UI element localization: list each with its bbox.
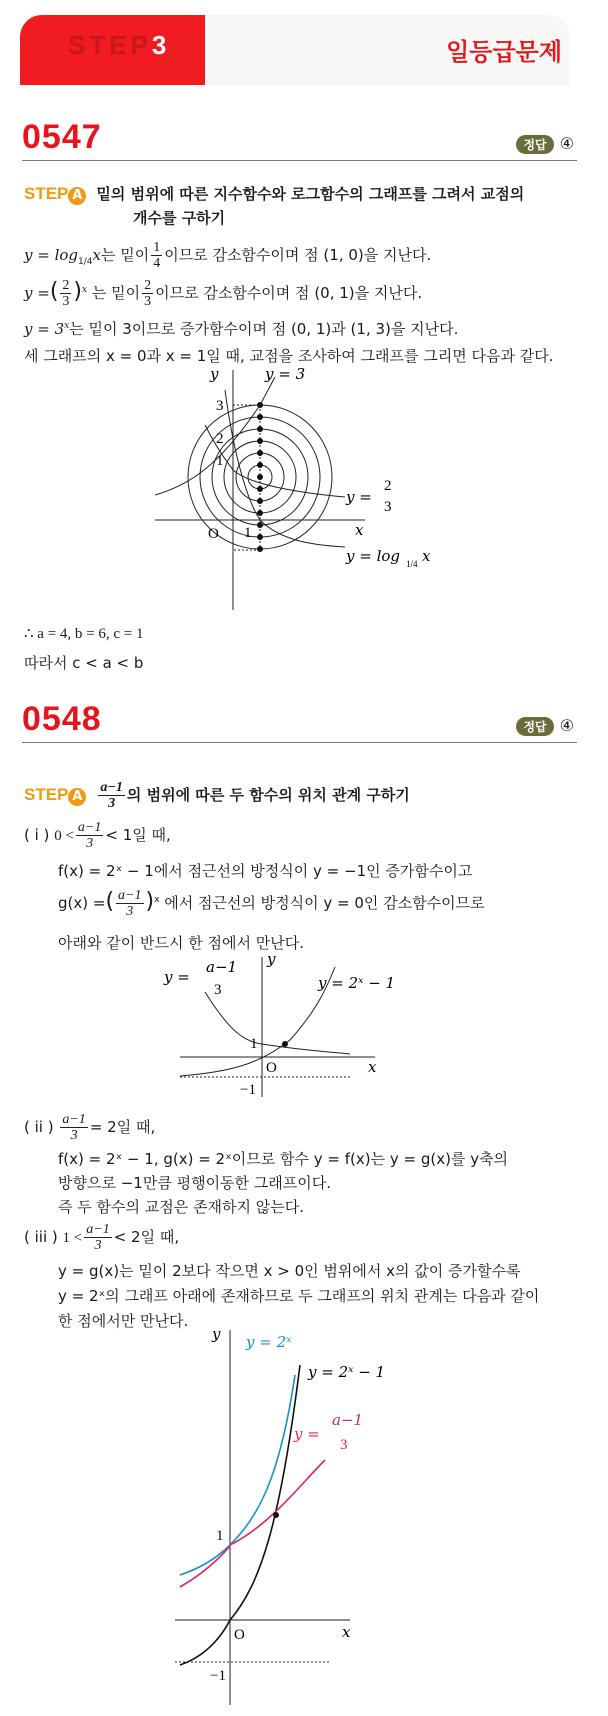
section-title: 일등급문제 <box>446 38 562 66</box>
line-exp-23: y =( $\frac{2}{3}$ )$^x$ 는 밑이 $\frac{2}{3}$ 이므로 감소함수이며 점 (0, 1)을 지난다. <box>24 278 423 309</box>
problem-number: 0547 <box>22 118 102 156</box>
curve-3x <box>155 377 275 495</box>
step-label: STEP <box>24 184 69 203</box>
curve-f <box>180 967 335 1076</box>
y-label: y <box>210 365 219 383</box>
case-i-line3: 아래와 같이 반드시 한 점에서 만난다. <box>58 934 304 952</box>
conclusion-order: 따라서 c < a < b <box>24 654 144 672</box>
frac-num: a−1 <box>206 958 238 976</box>
step-label: STEP3 <box>68 30 171 60</box>
case-iii-line3: 한 점에서만 만난다. <box>58 1312 189 1330</box>
case-ii: ( ii ) $\frac{a-1}{3}$ = 2일 때, <box>24 1112 156 1143</box>
step-letter-badge: A <box>68 187 86 205</box>
x-label: x <box>355 521 364 539</box>
log-base: 1/4 <box>406 559 418 569</box>
curve-g <box>180 1460 325 1587</box>
step-heading <box>24 184 524 205</box>
label-g: y = <box>164 968 190 986</box>
answer <box>516 134 574 154</box>
y-label: y <box>212 1325 221 1343</box>
step-title-cont: 개수를 구하기 <box>133 209 226 227</box>
curve-g <box>205 992 350 1054</box>
answer-badge: 정답 <box>516 717 553 736</box>
answer-value: ④ <box>559 134 574 153</box>
origin-label: O <box>266 1060 277 1076</box>
y-tick-minus1: −1 <box>210 1668 226 1684</box>
frac-den: 3 <box>340 1437 348 1453</box>
label-f: y = 2ˣ − 1 <box>308 1363 386 1381</box>
line-log: $y = \log_{1/4}x$는 밑이 $\frac{1}{4}$ 이므로 감소함수이며 점 (1, 0)을 지난다. <box>24 240 432 271</box>
origin-label: O <box>208 526 219 542</box>
case-ii-line3: 즉 두 함수의 교점은 존재하지 않는다. <box>58 1198 304 1216</box>
label-2x: y = 2ˣ <box>246 1333 292 1351</box>
y-tick-minus1: −1 <box>240 1082 256 1098</box>
label-f: y = 2ˣ − 1 <box>318 974 396 992</box>
graph-0548-i <box>150 952 410 1102</box>
problem-number: 0548 <box>22 700 102 738</box>
case-iii-line1: y = g(x)는 밑이 2보다 작으면 x > 0인 범위에서 x의 값이 증가할수록 <box>58 1262 521 1280</box>
frac-den: 3 <box>214 982 222 998</box>
case-iii: ( iii ) 1 < $\frac{a-1}{3}$ < 2일 때, <box>24 1222 180 1253</box>
curve-log <box>225 390 345 547</box>
line-exp-3: $y = 3^x$는 밑이 3이므로 증가함수이며 점 (0, 1)과 (1, 3)을 지난다. <box>24 320 459 338</box>
case-iii-line2: y = 2ˣ의 그래프 아래에 존재하므로 두 그래프의 위치 관계는 다음과 같이 <box>58 1287 540 1305</box>
answer-badge: 정답 <box>516 135 553 154</box>
label-log: y = log <box>346 547 401 565</box>
frac-den: 3 <box>384 499 392 515</box>
answer-value: ④ <box>559 716 574 735</box>
origin-label: O <box>234 1627 245 1643</box>
step-title: 의 범위에 따른 두 함수의 위치 관계 구하기 <box>126 786 410 804</box>
x-label: x <box>368 1058 377 1076</box>
step-title: 밑의 범위에 따른 지수함수와 로그함수의 그래프를 그려서 교점의 <box>96 185 525 203</box>
case-i-line1: f(x) = 2ˣ − 1에서 점근선의 방정식이 y = −1인 증가함수이고 <box>58 862 473 880</box>
curve-2-3-x <box>205 425 345 497</box>
y-tick-1: 1 <box>250 1036 258 1052</box>
y-tick-1: 1 <box>216 453 224 469</box>
x-tick-1: 1 <box>244 525 252 541</box>
label-g: y = <box>294 1425 320 1443</box>
y-label: y <box>267 952 276 968</box>
frac-num: 2 <box>384 478 392 494</box>
label-3x: y = 3 <box>265 365 306 383</box>
case-ii-line1: f(x) = 2ˣ − 1, g(x) = 2ˣ이므로 함수 y = f(x)는 y = g(x)를 y축의 <box>58 1150 509 1168</box>
x-label: x <box>342 1623 351 1641</box>
intersection-point <box>273 1512 279 1518</box>
case-i: ( i ) 0 < $\frac{a-1}{3}$ < 1일 때, <box>24 820 171 851</box>
line-intro: 세 그래프의 x = 0과 x = 1일 때, 교점을 조사하여 그래프를 그리면 다음과 같다. <box>24 347 554 365</box>
log-arg: x <box>422 547 431 565</box>
answer <box>516 716 574 736</box>
graph-0547 <box>150 365 450 615</box>
y-tick-3: 3 <box>216 398 224 414</box>
label-2-3-x: y = <box>346 488 372 506</box>
case-i-line2: g(x) =( $\frac{a-1}{3}$ )$^x$ 에서 점근선의 방정식이 y = 0인 감소함수이므로 <box>58 888 485 919</box>
step-label: STEP <box>24 785 69 804</box>
y-tick-1: 1 <box>216 1528 224 1544</box>
y-tick-2: 2 <box>216 431 224 447</box>
case-ii-line2: 방향으로 −1만큼 평행이동한 그래프이다. <box>58 1174 332 1192</box>
divider <box>22 742 577 743</box>
step-letter-badge: A <box>68 788 86 806</box>
step-heading: STEP A $\frac{a-1}{3}$ 의 범위에 따른 두 함수의 위치 관계 구하기 <box>24 780 410 811</box>
conclusion-values: ∴ a = 4, b = 6, c = 1 <box>24 626 144 642</box>
frac-num: a−1 <box>332 1411 364 1429</box>
curve-2x <box>180 1375 295 1575</box>
intersection-point <box>282 1041 288 1047</box>
graph-0548-iii <box>170 1325 460 1710</box>
divider <box>22 160 577 161</box>
